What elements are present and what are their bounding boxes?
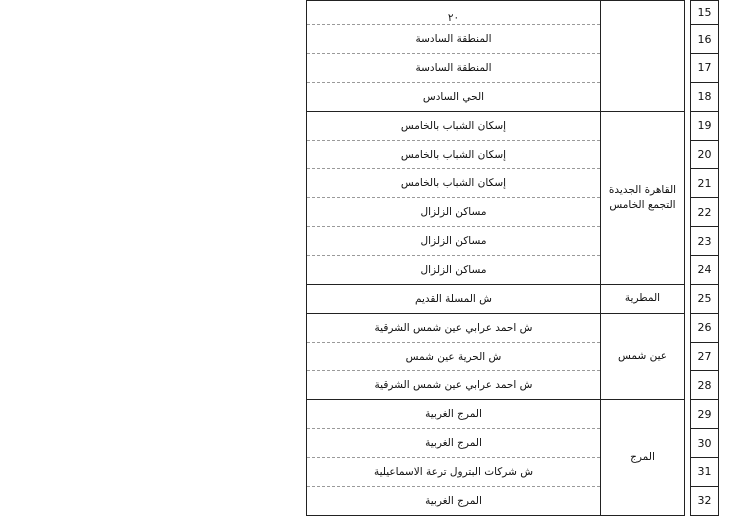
- area-cell: المرج: [601, 400, 685, 516]
- row-number: 26: [691, 313, 719, 342]
- row-number: 28: [691, 371, 719, 400]
- address-cell: ش احمد عرابي عين شمس الشرقية: [307, 371, 601, 400]
- row-number: 21: [691, 169, 719, 198]
- area-cell: المطرية: [601, 284, 685, 313]
- row-number: 19: [691, 111, 719, 140]
- area-cell: [601, 1, 685, 112]
- row-number: 25: [691, 284, 719, 313]
- row-number: 15: [691, 1, 719, 25]
- address-cell: مساكن الزلزال: [307, 256, 601, 285]
- row-number: 22: [691, 198, 719, 227]
- address-cell: ٢٠: [307, 1, 601, 25]
- address-cell: المنطقة السادسة: [307, 25, 601, 54]
- area-cell: عين شمس: [601, 313, 685, 400]
- address-cell: ش المسلة القديم: [307, 284, 601, 313]
- address-cell: ش احمد عرابي عين شمس الشرقية: [307, 313, 601, 342]
- row-number: 20: [691, 140, 719, 169]
- address-cell: مساكن الزلزال: [307, 198, 601, 227]
- table-row: [307, 313, 719, 342]
- table-row: [307, 1, 719, 25]
- table-row: [307, 400, 719, 429]
- row-number: 30: [691, 429, 719, 458]
- row-number: 24: [691, 256, 719, 285]
- distribution-table: [306, 0, 719, 516]
- address-cell: إسكان الشباب بالخامس: [307, 111, 601, 140]
- row-number: 23: [691, 227, 719, 256]
- address-cell: مساكن الزلزال: [307, 227, 601, 256]
- address-cell: ش الحرية عين شمس: [307, 342, 601, 371]
- row-number: 29: [691, 400, 719, 429]
- row-number: 17: [691, 54, 719, 83]
- address-cell: ش شركات البترول ترعة الاسماعيلية: [307, 458, 601, 487]
- address-cell: المرج الغربية: [307, 429, 601, 458]
- table-row: [307, 111, 719, 140]
- address-cell: الحي السادس: [307, 82, 601, 111]
- address-cell: المرج الغربية: [307, 400, 601, 429]
- row-number: 18: [691, 82, 719, 111]
- row-number: 16: [691, 25, 719, 54]
- table-row: [307, 284, 719, 313]
- area-cell: القاهرة الجديدة التجمع الخامس: [601, 111, 685, 284]
- row-number: 27: [691, 342, 719, 371]
- row-number: 32: [691, 486, 719, 515]
- address-cell: إسكان الشباب بالخامس: [307, 169, 601, 198]
- address-cell: المنطقة السادسة: [307, 54, 601, 83]
- row-number: 31: [691, 458, 719, 487]
- address-cell: المرج الغربية: [307, 486, 601, 515]
- address-cell: إسكان الشباب بالخامس: [307, 140, 601, 169]
